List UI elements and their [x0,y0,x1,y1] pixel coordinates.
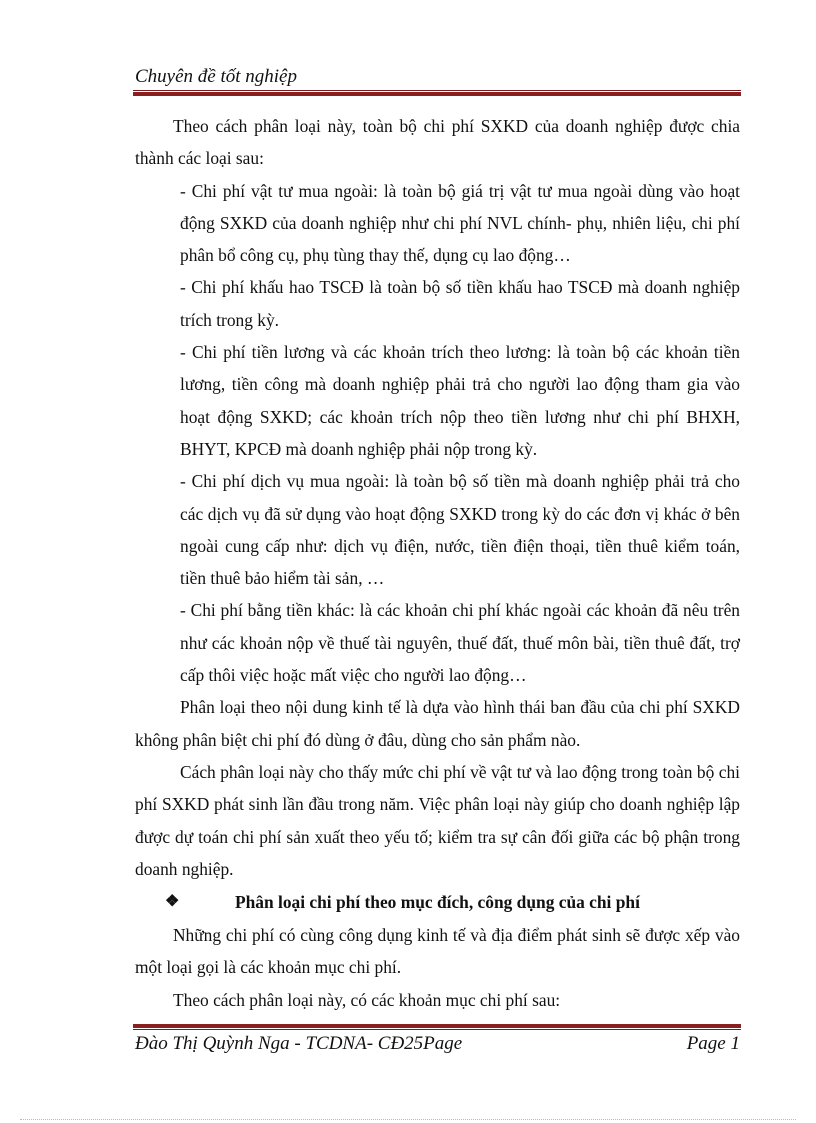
intro-paragraph: Theo cách phân loại này, toàn bộ chi phí SXKD của doanh nghiệp được chia thành các loại sau: [135,116,740,169]
same-purpose-paragraph: Những chi phí có cùng công dụng kinh tế và địa điểm phát sinh sẽ được xếp vào một loại gọi là các khoản mục chi phí. [135,925,740,978]
list-item: - Chi phí tiền lương và các khoản trích theo lương: là toàn bộ các khoản tiền lương, tiền công mà doanh nghiệp phải trả cho người lao động tham gia vào hoạt động SXKD; các khoản trích nộp theo tiền lương như chi phí BHXH, BHYT, KPCĐ mà doanh nghiệp phải nộp trong kỳ. [180,342,740,459]
list-item: - Chi phí vật tư mua ngoài: là toàn bộ giá trị vật tư mua ngoài dùng vào hoạt động SXKD của doanh nghiệp như chi phí NVL chính- phụ, nhiên liệu, chi phí phân bổ công cụ, phụ tùng thay thế, dụng cụ lao động… [180,180,740,266]
header-rule [133,90,741,96]
diamond-bullet-icon: ❖ [165,893,180,911]
last-paragraph: Theo cách phân loại này, có các khoản mục chi phí sau: [173,989,561,1010]
header-title: Chuyên đề tốt nghiệp [135,66,297,87]
footer-rule [133,1024,741,1030]
section-heading-text: Phân loại chi phí theo mục đích, công dụng của chi phí [235,892,640,913]
effect-paragraph: Cách phân loại này cho thấy mức chi phí về vật tư và lao động trong toàn bộ chi phí SXKD phát sinh lần đầu trong năm. Việc phân loại này giúp cho doanh nghiệp lập được dự toán chi phí sản xuất theo yếu tố; kiểm tra sự cân đối giữa các bộ phận trong doanh nghiệp. [135,761,740,879]
document-body [135,110,740,1016]
list-item: - Chi phí bằng tiền khác: là các khoản chi phí khác ngoài các khoản đã nêu trên như các khoản nộp về thuế tài nguyên, thuế đất, thuế môn bài, tiền thuê đất, trợ cấp thôi việc hoặc mất việc cho người lao động… [180,600,740,686]
classification-paragraph: Phân loại theo nội dung kinh tế là dựa vào hình thái ban đầu của chi phí SXKD không phân biệt chi phí đó dùng ở đâu, dùng cho sản phẩm nào. [135,697,740,750]
list-item: - Chi phí khấu hao TSCĐ là toàn bộ số tiền khấu hao TSCĐ mà doanh nghiệp trích trong kỳ. [180,277,740,330]
list-item: - Chi phí dịch vụ mua ngoài: là toàn bộ số tiền mà doanh nghiệp phải trả cho các dịch vụ đã sử dụng vào hoạt động SXKD trong kỳ do các đơn vị khác ở bên ngoài cung cấp như: dịch vụ điện, nước, tiền điện thoại, tiền thuê kiểm toán, tiền thuê bảo hiểm tài sản, … [180,471,740,589]
page-boundary [20,1119,796,1120]
page-number: Page 1 [686,1033,740,1054]
section-heading [135,885,740,919]
footer-author: Đào Thị Quỳnh Nga - TCDNA- CĐ25Page [135,1033,463,1054]
